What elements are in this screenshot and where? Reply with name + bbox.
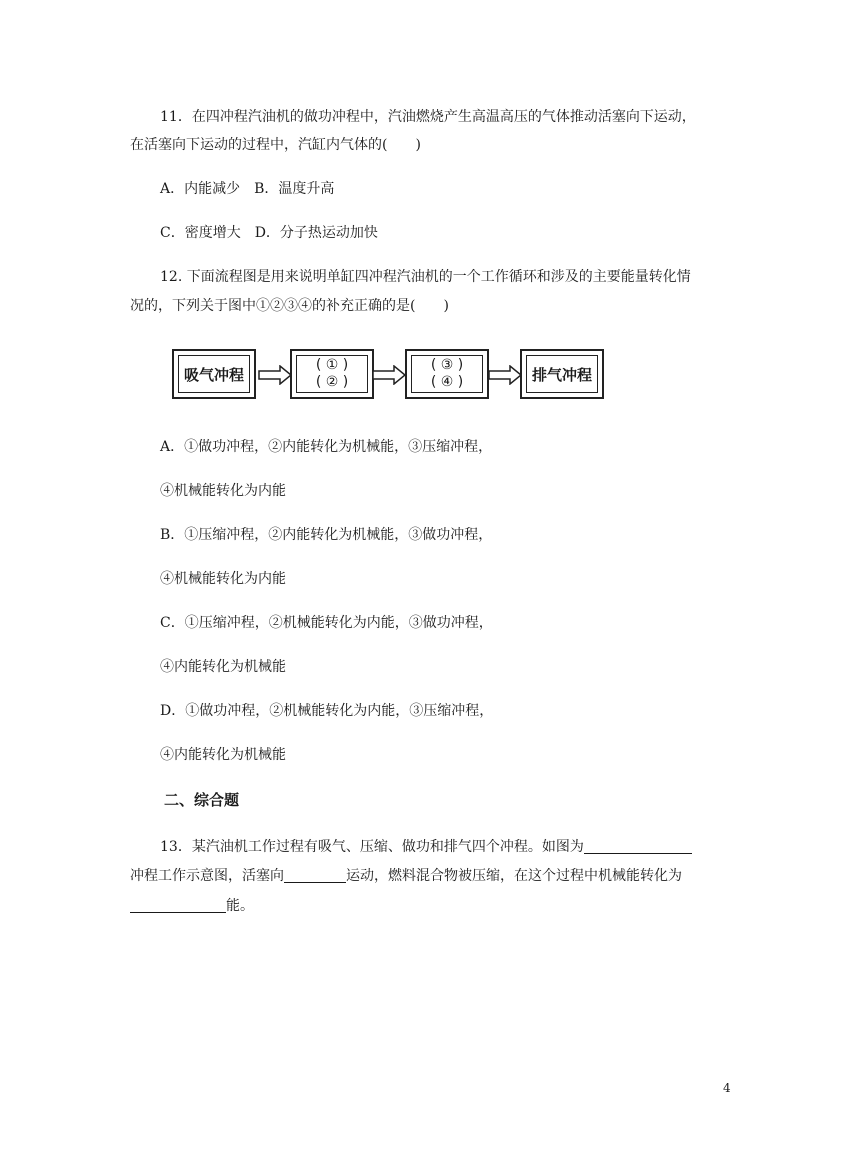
q12-line1: 12. 下面流程图是用来说明单缸四冲程汽油机的一个工作循环和涉及的主要能量转化情: [160, 269, 691, 285]
q11-option-cd: C．密度增大 D．分子热运动加快: [160, 225, 378, 241]
q13-line1: [160, 838, 692, 856]
q12-option-a-line2: ④机械能转化为内能: [160, 483, 286, 499]
q13-text-4: 能。: [226, 898, 254, 914]
flow-arrow-1: [258, 365, 292, 385]
q12-option-c-line1: C．①压缩冲程，②机械能转化为内能，③做功冲程，: [160, 615, 493, 631]
flow-box-intake: [172, 349, 256, 399]
flow-box-3: [405, 349, 489, 399]
q13-blank-stroke[interactable]: [584, 838, 692, 854]
q13-text-3: 运动，燃料混合物被压缩，在这个过程中机械能转化为: [346, 868, 682, 884]
flow-arrow-3: [488, 365, 522, 385]
flow-box-exhaust-label: 排气冲程: [531, 365, 592, 384]
q11-line1: 11．在四冲程汽油机的做功冲程中，汽油燃烧产生高温高压的气体推动活塞向下运动，: [160, 109, 696, 125]
q12-option-a-line1: A．①做功冲程，②内能转化为机械能，③压缩冲程，: [160, 439, 493, 455]
flow-blank-3: ( ③ ): [430, 357, 464, 373]
q13-line3: [130, 897, 254, 915]
flow-blank-1: ( ① ): [315, 357, 349, 373]
flow-box-intake-label: 吸气冲程: [183, 365, 244, 384]
flow-box-exhaust: [520, 349, 604, 399]
page-number: 4: [723, 1081, 731, 1095]
section-heading: 二、综合题: [164, 791, 240, 809]
flow-arrow-2: [372, 365, 406, 385]
flow-blank-4: ( ④ ): [430, 374, 464, 390]
flow-blank-2: ( ② ): [315, 374, 349, 390]
q12-line2: 况的，下列关于图中①②③④的补充正确的是( ): [130, 298, 449, 314]
q13-blank-direction[interactable]: [284, 867, 346, 883]
q12-option-d-line1: D．①做功冲程，②机械能转化为内能，③压缩冲程，: [160, 703, 494, 719]
q12-option-c-line2: ④内能转化为机械能: [160, 659, 286, 675]
q13-blank-energy[interactable]: [130, 897, 226, 913]
q13-text-1: 13．某汽油机工作过程有吸气、压缩、做功和排气四个冲程。如图为: [160, 839, 584, 855]
q13-line2: [130, 867, 682, 885]
q13-text-2: 冲程工作示意图，活塞向: [130, 868, 284, 884]
flow-diagram: [172, 349, 608, 405]
flow-box-2: [290, 349, 374, 399]
q11-line2: 在活塞向下运动的过程中，汽缸内气体的( ): [130, 137, 421, 153]
q12-option-d-line2: ④内能转化为机械能: [160, 747, 286, 763]
q12-option-b-line2: ④机械能转化为内能: [160, 571, 286, 587]
q12-option-b-line1: B．①压缩冲程，②内能转化为机械能，③做功冲程，: [160, 527, 493, 543]
q11-option-ab: A．内能减少 B．温度升高: [160, 181, 335, 197]
